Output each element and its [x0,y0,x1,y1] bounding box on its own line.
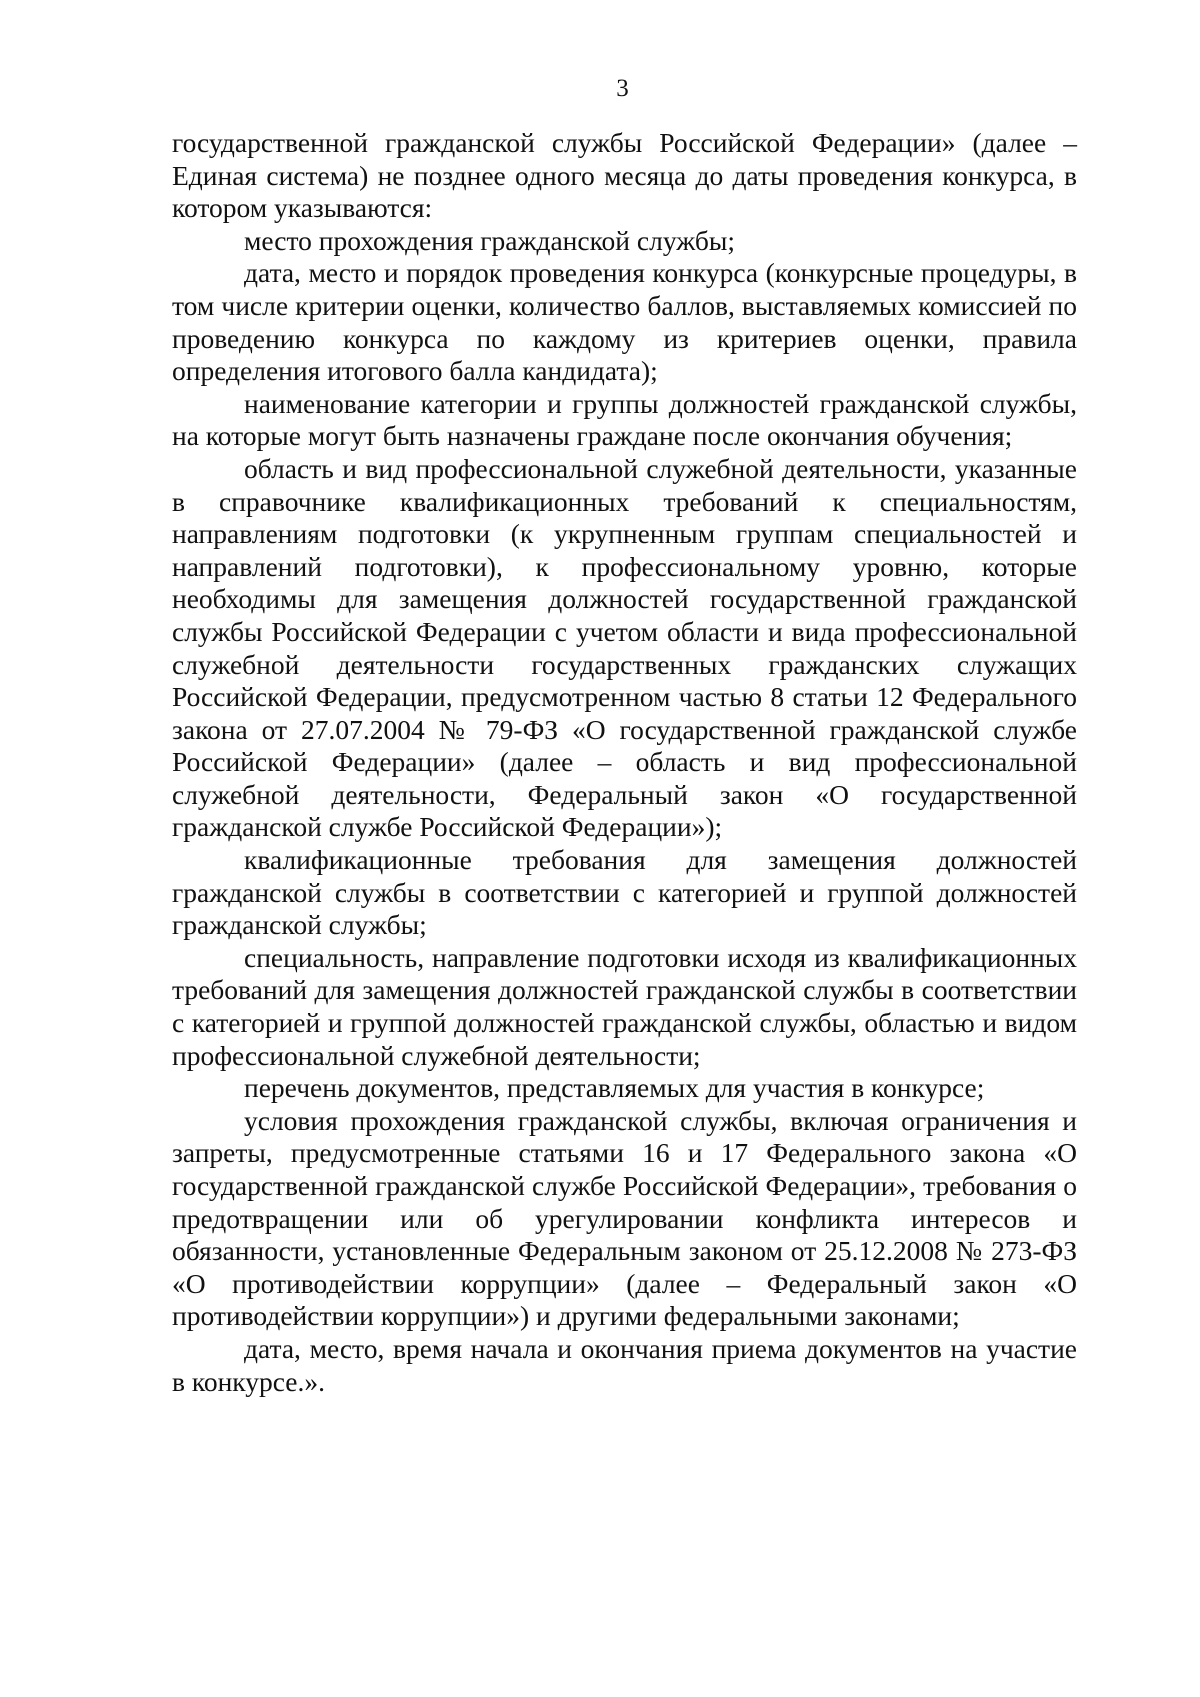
paragraph-professional-area: область и вид профессиональной служебной деятельности, указанные в справочнике квалификационных требований к специальностям, направлениям подготовки (к укрупненным группам специальностей и направлений подготовки), к профессиональному уровню, которые необходимы для замещения должностей государственной гражданской службы Российской Федерации с учетом области и вида профессиональной служебной деятельности государственных гражданских служащих Российской Федерации, предусмотренном частью 8 статьи 12 Федерального закона от 27.07.2004 № 79-ФЗ «О государственной гражданской службе Российской Федерации» (далее – область и вид профессиональной служебной деятельности, Федеральный закон «О государственной гражданской службе Российской Федерации»); [172,452,1077,843]
document-body [172,127,1077,1398]
paragraph-position-category: наименование категории и группы должностей гражданской службы, на которые могут быть назначены граждане после окончания обучения; [172,387,1077,452]
paragraph-continuation: государственной гражданской службы Российской Федерации» (далее – Единая система) не позднее одного месяца до даты проведения конкурса, в котором указываются: [172,127,1077,224]
paragraph-qualification-requirements: квалификационные требования для замещения должностей гражданской службы в соответствии с категорией и группой должностей гражданской службы; [172,844,1077,941]
page-number: 3 [616,75,629,102]
paragraph-contest-procedure: дата, место и порядок проведения конкурса (конкурсные процедуры, в том числе критерии оценки, количество баллов, выставляемых комиссией по проведению конкурса по каждому из критериев оценки, правила определения итогового балла кандидата); [172,257,1077,387]
paragraph-service-conditions: условия прохождения гражданской службы, включая ограничения и запреты, предусмотренные статьями 16 и 17 Федерального закона «О государственной гражданской службе Российской Федерации», требования о предотвращении или об урегулировании конфликта интересов и обязанности, установленные Федеральным законом от 25.12.2008 № 273-ФЗ «О противодействии коррупции» (далее – Федеральный закон «О противодействии коррупции») и другими федеральными законами; [172,1104,1077,1332]
paragraph-specialty: специальность, направление подготовки исходя из квалификационных требований для замещения должностей гражданской службы в соответствии с категорией и группой должностей гражданской службы, областью и видом профессиональной служебной деятельности; [172,941,1077,1071]
paragraph-application-dates: дата, место, время начала и окончания приема документов на участие в конкурсе.». [172,1332,1077,1397]
paragraph-service-place: место прохождения гражданской службы; [244,224,735,256]
paragraph-documents-list: перечень документов, представляемых для участия в конкурсе; [244,1072,985,1104]
